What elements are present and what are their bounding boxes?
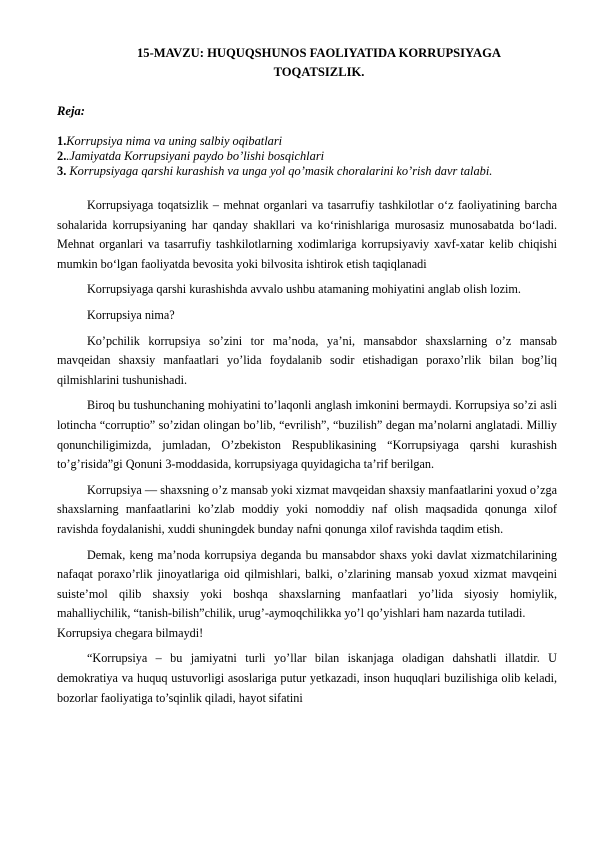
paragraph: Korrupsiya chegara bilmaydi! — [57, 625, 204, 640]
plan-item — [57, 134, 557, 149]
paragraph: “Korrupsiya – bu jamiyatni turli yo’llar bilan iskanjaga oladigan dahshatli illatdir. U demokratiya va huquq ustuvorligi asoslariga putur yetkazadi, inson huquqlari buzilishiga olib keladi, bozorlar faoliyatiga to’sqinlik qiladi, hayot sifatini — [57, 651, 557, 705]
plan-item — [57, 164, 557, 179]
plan-item-number: 2. — [57, 149, 67, 163]
paragraph: Demak, keng ma’noda korrupsiya deganda bu mansabdor shaxs yoki davlat xizmatchilarining nafaqat poraxo’rlik jinoyatlariga oid qilmishlari, balki, o’zlarining mansab yoxud xizmat mavqeini suiste’mol qilib shaxsiy yoki boshqa shaxslarning manfaatlari yo’lida siyosiy homiylik, mahalliychilik, “tanish-bilish”chilik, urug’-aymoqchilikka yo’l qo’yishlari ham nazarda tutiladi. — [57, 547, 557, 621]
plan-item-number: 3. — [57, 164, 67, 178]
paragraph: Korrupsiyaga qarshi kurashishda avvalo ushbu atamaning mohiyatini anglab olish lozim. — [87, 282, 521, 297]
document-page — [57, 44, 557, 714]
document-title — [81, 44, 557, 82]
plan-item — [57, 149, 557, 164]
plan-item-text: .Jamiyatda Korrupsiyani paydo bo’lishi bosqichlari — [66, 149, 325, 163]
title-line-2: TOQATSIZLIK. — [273, 65, 365, 79]
plan-item-text: Korrupsiya nima va uning salbiy oqibatlari — [66, 134, 283, 148]
plan-item-number: 1. — [57, 134, 67, 148]
paragraph: Korrupsiyaga toqatsizlik – mehnat organlari va tasarrufiy tashkilotlar o‘z faoliyatining barcha sohalarida korrupsiyaning har qanday shakllari va ko‘rinishlariga murosasiz munosabatda bo‘ladi. Mehnat organlari va tasarrufiy tashkilotlarning xodimlariga korrupsiyaviy xavf-xatar kelib chiqishi mumkin bo‘lgan faoliyatda bevosita yoki bilvosita ishtirok etish taqiqlanadi — [57, 198, 557, 271]
plan-list — [57, 134, 557, 179]
plan-item-text: Korrupsiyaga qarshi kurashish va unga yol qo’masik choralarini ko’rish davr talabi. — [66, 164, 493, 178]
paragraph: Biroq bu tushunchaning mohiyatini to’laqonli anglash imkonini bermaydi. Korrupsiya so’zi asli lotincha “corruptio” so’zidan olingan bo’lib, “evrilish”, “buzilish” degan ma’nolarni anglatadi. Milliy qonunchiligimizda, jumladan, O’zbekiston Respublikasining “Korrupsiyaga qarshi kurashish to’g’risida”gi Qonuni 3-moddasida, korrupsiyaga quyidagicha ta’rif berilgan. — [57, 398, 557, 472]
title-line-1: 15-MAVZU: HUQUQSHUNOS FAOLIYATIDA KORRUPSIYAGA — [137, 46, 501, 60]
body-text — [57, 196, 557, 708]
paragraph: Korrupsiya — shaxsning o’z mansab yoki xizmat mavqeidan shaxsiy manfaatlarini yoxud o’zga shaxslarning manfaatlarini ko’zlab moddiy yoki nomoddiy naf olish maqsadida qonunga xilof ravishda foydalanishi, xuddi shuningdek bunday nafni qonunga xilof ravishda taqdim etish. — [57, 482, 557, 536]
paragraph: Korrupsiya nima? — [87, 307, 175, 322]
plan-heading: Reja: — [57, 104, 85, 118]
paragraph: Ko’pchilik korrupsiya so’zini tor ma’noda, ya’ni, mansabdor shaxslarning o’z mansab mavqeidan shaxsiy manfaatlari yo’lida foydalanib sodir etishadigan poraxo’rlik bilan bog’liq qilmishlarini tushunishadi. — [57, 333, 557, 387]
